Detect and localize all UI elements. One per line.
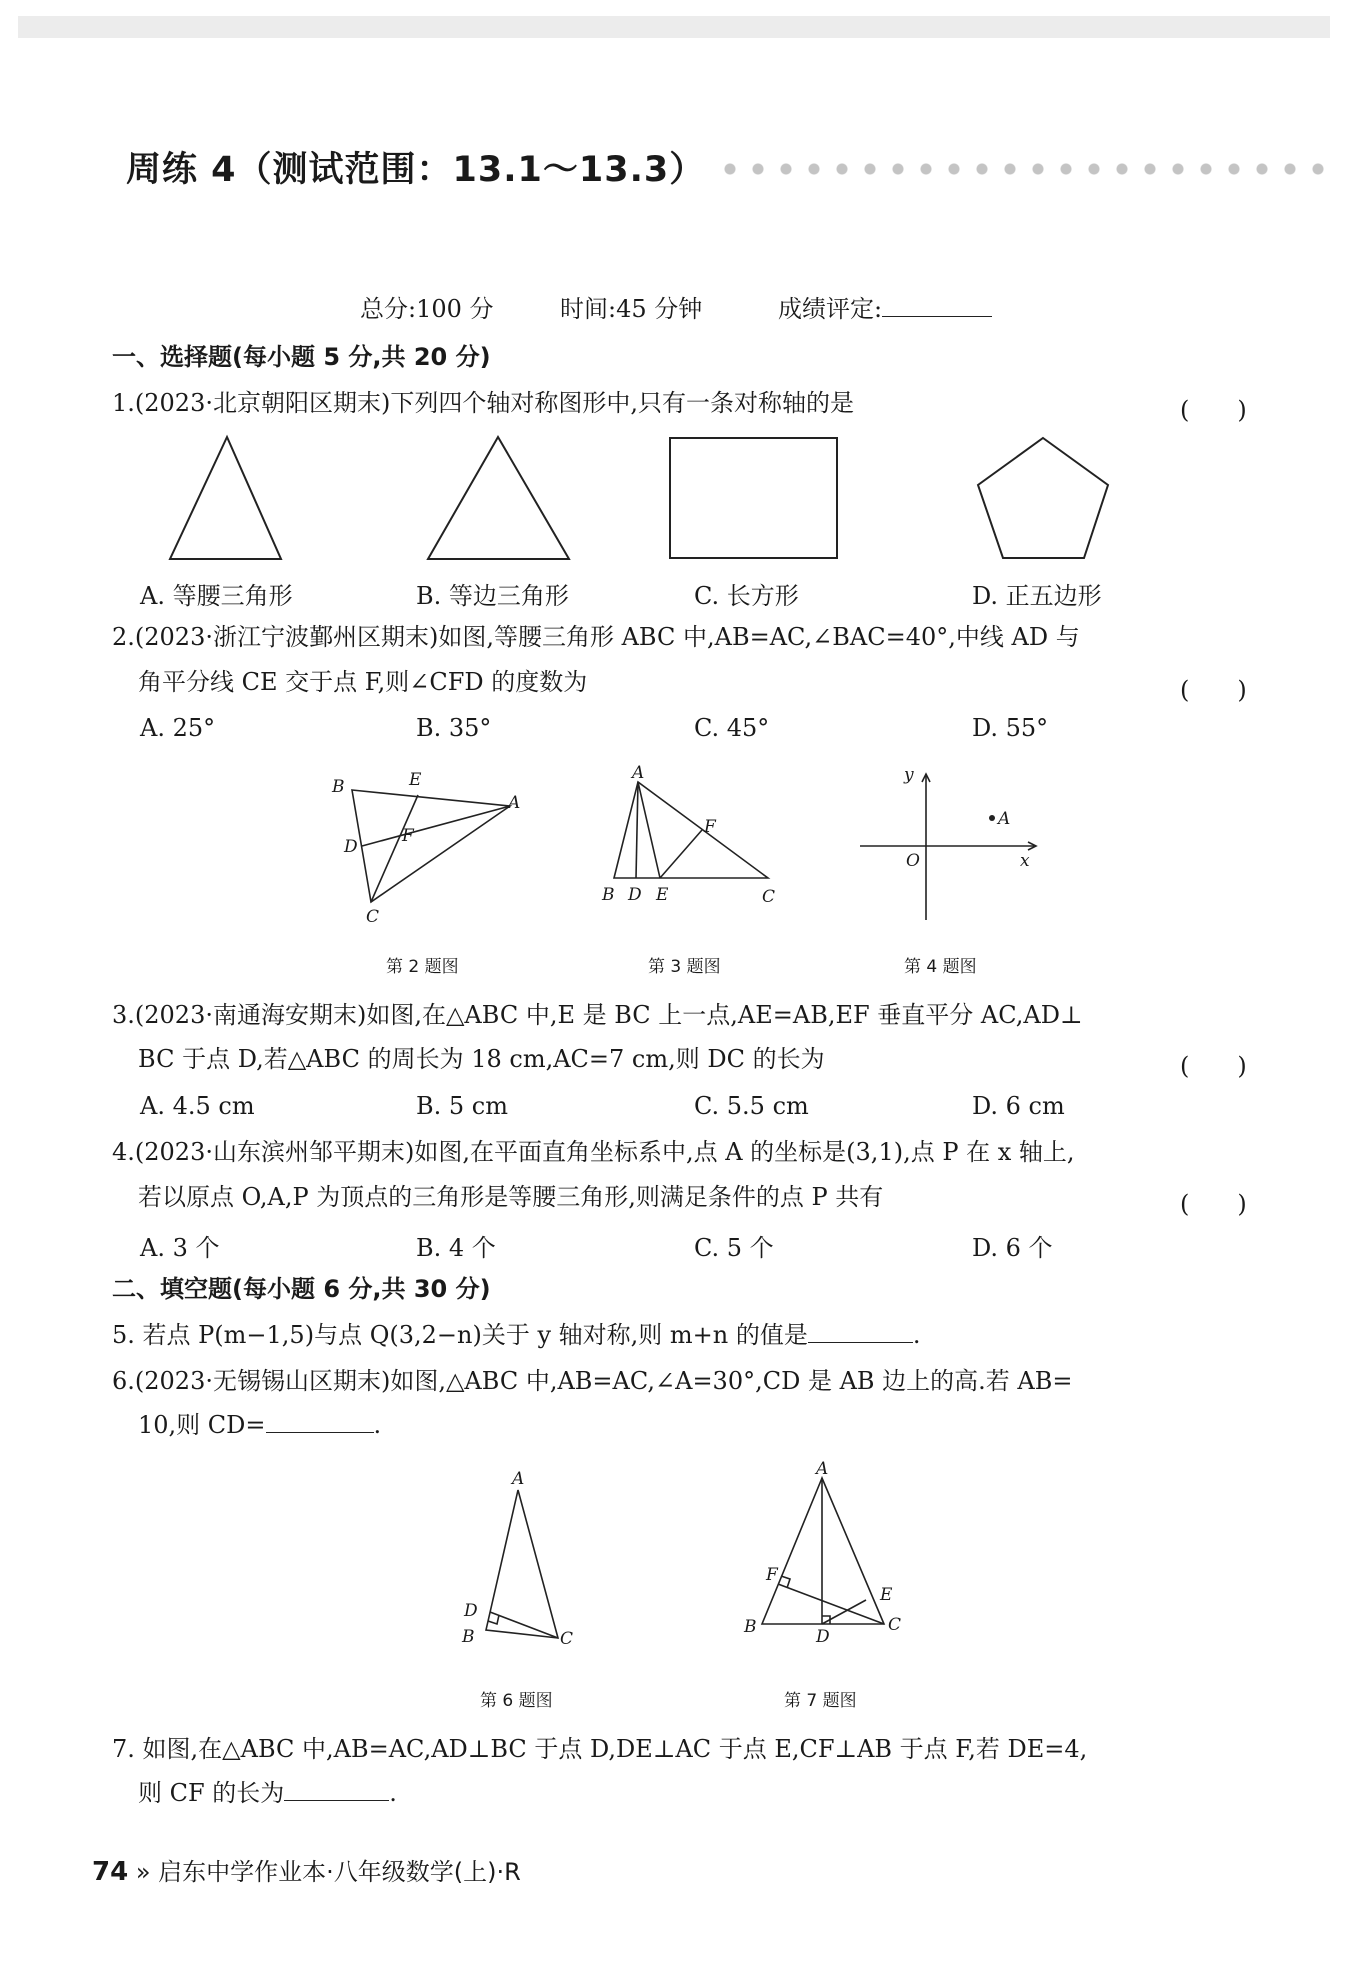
q3-option-b[interactable]: B. 5 cm bbox=[416, 1092, 508, 1120]
page-number: 74 bbox=[92, 1857, 129, 1887]
q2-option-a[interactable]: A. 25° bbox=[140, 714, 216, 742]
fig3-label-b: B bbox=[602, 885, 615, 905]
fig4-label-o: O bbox=[906, 851, 920, 871]
q2-text-line2: 角平分线 CE 交于点 F,则∠CFD 的度数为 bbox=[138, 668, 588, 696]
fig3-label-f: F bbox=[704, 817, 716, 837]
fig2-label-c: C bbox=[366, 907, 380, 927]
fig2-label-e: E bbox=[409, 770, 422, 790]
q3-option-c[interactable]: C. 5.5 cm bbox=[694, 1092, 809, 1120]
q1-option-a[interactable]: A. 等腰三角形 bbox=[140, 582, 293, 610]
grade-field bbox=[778, 292, 992, 326]
q5-answer-blank[interactable] bbox=[808, 1318, 913, 1343]
q3-option-a[interactable]: A. 4.5 cm bbox=[140, 1092, 255, 1120]
q1-shape-regular-pentagon bbox=[976, 436, 1114, 562]
q4-text-line2: 若以原点 O,A,P 为顶点的三角形是等腰三角形,则满足条件的点 P 共有 bbox=[138, 1183, 884, 1211]
caption-fig4: 第 4 题图 bbox=[904, 957, 977, 977]
q1-shape-rectangle bbox=[668, 436, 840, 562]
fig3-label-e: E bbox=[656, 885, 669, 905]
footer-arrows-icon: » bbox=[135, 1858, 151, 1886]
page-footer bbox=[92, 1852, 521, 1887]
decorative-dot-row bbox=[716, 163, 1326, 175]
q1-option-d[interactable]: D. 正五边形 bbox=[972, 582, 1102, 610]
fig2-label-d: D bbox=[344, 837, 358, 857]
q6-text-line2 bbox=[138, 1408, 381, 1442]
time-limit: 时间:45 分钟 bbox=[560, 295, 703, 323]
figure-q3 bbox=[598, 764, 794, 924]
q2-option-c[interactable]: C. 45° bbox=[694, 714, 770, 742]
total-score: 总分:100 分 bbox=[360, 295, 494, 323]
figure-q2 bbox=[326, 770, 526, 927]
q1-option-b[interactable]: B. 等边三角形 bbox=[416, 582, 569, 610]
fig3-label-d: D bbox=[628, 885, 642, 905]
fig4-label-y: y bbox=[904, 765, 914, 785]
fig7-label-c: C bbox=[888, 1615, 902, 1635]
q4-option-c[interactable]: C. 5 个 bbox=[694, 1234, 774, 1262]
q6-answer-blank[interactable] bbox=[266, 1408, 374, 1433]
q6-period: . bbox=[373, 1411, 382, 1439]
q7-text-line1: 7. 如图,在△ABC 中,AB=AC,AD⊥BC 于点 D,DE⊥AC 于点 E,CF⊥AB 于点 F,若 DE=4, bbox=[112, 1735, 1088, 1763]
q3-answer-paren[interactable]: ( ) bbox=[1180, 1052, 1247, 1080]
q1-answer-paren[interactable]: ( ) bbox=[1180, 396, 1247, 424]
fig4-label-x: x bbox=[1020, 851, 1030, 871]
figure-q4 bbox=[852, 766, 1052, 926]
q1-text: 1.(2023·北京朝阳区期末)下列四个轴对称图形中,只有一条对称轴的是 bbox=[112, 389, 854, 417]
q2-text-line1: 2.(2023·浙江宁波鄞州区期末)如图,等腰三角形 ABC 中,AB=AC,∠BAC=40°,中线 AD 与 bbox=[112, 623, 1080, 651]
fig4-label-a: A bbox=[998, 809, 1011, 829]
q4-answer-paren[interactable]: ( ) bbox=[1180, 1190, 1247, 1218]
book-title: 启东中学作业本·八年级数学(上)·R bbox=[158, 1858, 521, 1886]
q5-question: 5. 若点 P(m−1,5)与点 Q(3,2−n)关于 y 轴对称,则 m+n 的值是 bbox=[112, 1321, 808, 1349]
q6-question: 10,则 CD= bbox=[138, 1411, 266, 1439]
q7-question: 则 CF 的长为 bbox=[138, 1779, 285, 1807]
section-fill-heading: 二、填空题(每小题 6 分,共 30 分) bbox=[112, 1275, 491, 1303]
q2-answer-paren[interactable]: ( ) bbox=[1180, 676, 1247, 704]
figure-q6 bbox=[456, 1469, 586, 1652]
fig7-label-a: A bbox=[816, 1459, 829, 1479]
q4-option-b[interactable]: B. 4 个 bbox=[416, 1234, 496, 1262]
q1-shape-equilateral-triangle bbox=[426, 435, 572, 561]
figure-q7 bbox=[740, 1460, 930, 1660]
fig7-label-e: E bbox=[880, 1585, 893, 1605]
fig3-label-c: C bbox=[762, 887, 776, 907]
fig7-label-b: B bbox=[744, 1617, 757, 1637]
q4-text-line1: 4.(2023·山东滨州邹平期末)如图,在平面直角坐标系中,点 A 的坐标是(3,1),点 P 在 x 轴上, bbox=[112, 1138, 1075, 1166]
page-title: 周练 4（测试范围：13.1～13.3） bbox=[126, 150, 706, 190]
q4-option-d[interactable]: D. 6 个 bbox=[972, 1234, 1053, 1262]
fig7-label-f: F bbox=[766, 1565, 778, 1585]
fig3-label-a: A bbox=[632, 763, 645, 783]
fig2-label-b: B bbox=[332, 777, 345, 797]
fig6-label-c: C bbox=[560, 1629, 574, 1649]
q1-shape-isosceles-triangle bbox=[168, 435, 288, 561]
caption-fig6: 第 6 题图 bbox=[480, 1691, 553, 1711]
q7-text-line2 bbox=[138, 1776, 397, 1810]
grade-blank[interactable] bbox=[882, 292, 992, 317]
caption-fig2: 第 2 题图 bbox=[386, 957, 459, 977]
fig2-label-a: A bbox=[508, 793, 521, 813]
q1-option-c[interactable]: C. 长方形 bbox=[694, 582, 799, 610]
q7-answer-blank[interactable] bbox=[284, 1776, 389, 1801]
q3-option-d[interactable]: D. 6 cm bbox=[972, 1092, 1065, 1120]
q5-period: . bbox=[912, 1321, 921, 1349]
q3-text-line2: BC 于点 D,若△ABC 的周长为 18 cm,AC=7 cm,则 DC 的长为 bbox=[138, 1045, 825, 1073]
fig6-label-b: B bbox=[462, 1627, 475, 1647]
fig2-label-f: F bbox=[402, 826, 414, 846]
section-choice-heading: 一、选择题(每小题 5 分,共 20 分) bbox=[112, 343, 491, 371]
fig6-label-d: D bbox=[464, 1601, 478, 1621]
fig7-label-d: D bbox=[816, 1627, 830, 1647]
top-scan-bar bbox=[18, 16, 1330, 38]
fig6-label-a: A bbox=[512, 1469, 525, 1489]
caption-fig3: 第 3 题图 bbox=[648, 957, 721, 977]
q2-option-b[interactable]: B. 35° bbox=[416, 714, 492, 742]
q7-period: . bbox=[389, 1779, 397, 1807]
caption-fig7: 第 7 题图 bbox=[784, 1691, 857, 1711]
grade-label: 成绩评定: bbox=[778, 295, 883, 323]
q6-text-line1: 6.(2023·无锡锡山区期末)如图,△ABC 中,AB=AC,∠A=30°,CD 是 AB 边上的高.若 AB= bbox=[112, 1367, 1073, 1395]
q2-option-d[interactable]: D. 55° bbox=[972, 714, 1049, 742]
q4-option-a[interactable]: A. 3 个 bbox=[140, 1234, 220, 1262]
q3-text-line1: 3.(2023·南通海安期末)如图,在△ABC 中,E 是 BC 上一点,AE=AB,EF 垂直平分 AC,AD⊥ bbox=[112, 1001, 1083, 1029]
q5-text bbox=[112, 1318, 921, 1352]
